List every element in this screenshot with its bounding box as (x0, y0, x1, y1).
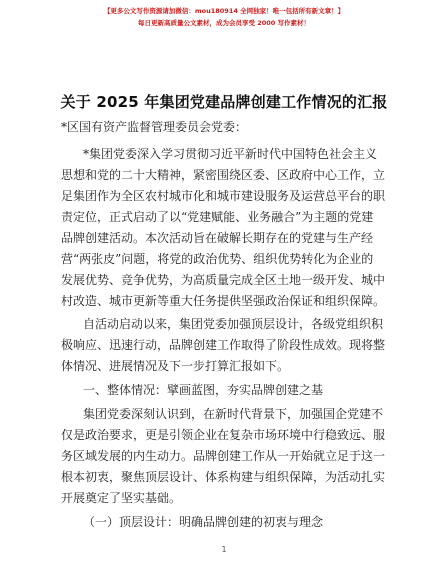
paragraph-line: 根本初衷，聚焦顶层设计、体系构建与组织保障，为活动扎实 (61, 470, 386, 484)
section-heading: 一、整体情况：擘画蓝图，夯实品牌创建之基 (83, 383, 324, 397)
addressee-line: *区国有资产监督管理委员会党委： (61, 120, 248, 134)
promo-banner-line-2: 每日更新高质量公文素材，成为会员享受 2000 写作素材！ (137, 19, 311, 27)
paragraph-line: 自活动启动以来，集团党委加强顶层设计，各级党组织积 (83, 317, 384, 331)
paragraph-line: *集团党委深入学习贯彻习近平新时代中国特色社会主义 (83, 147, 378, 161)
paragraph-line: 村改造、城市更新等重大任务提供坚强政治保证和组织保障。 (61, 294, 386, 308)
subsection-heading: （一）顶层设计：明确品牌创建的初衷与理念 (83, 515, 324, 529)
paragraph-line: 思想和党的二十大精神，紧密围绕区委、区政府中心工作，立 (61, 168, 386, 182)
promo-banner-line-1: 【更多公文写作资源请加微信：mou180914 全网独家！唯一包括所有新文章！】 (103, 7, 345, 15)
paragraph-line: 极响应、迅速行动，品牌创建工作取得了阶段性成效。现将整 (61, 338, 386, 352)
paragraph-line: 体情况、进展情况及下一步打算汇报如下。 (61, 359, 290, 373)
paragraph-line: 品牌创建活动。本次活动旨在破解长期存在的党建与生产经 (61, 231, 374, 245)
page-number: 1 (221, 545, 227, 554)
paragraph-line: 务区域发展的内生动力。品牌创建工作从一开始就立足于这一 (61, 449, 386, 463)
paragraph-line: 发展优势、竞争优势，为高质量完成全区土地一级开发、城中 (61, 273, 386, 287)
paragraph-line: 仅是政治要求，更是引领企业在复杂市场环境中行稳致远、服 (61, 428, 386, 442)
paragraph-line: 责定位，正式启动了以“党建赋能、业务融合”为主题的党建 (61, 210, 374, 224)
paragraph-line: 营“两张皮”问题，将党的政治优势、组织优势转化为企业的 (61, 252, 374, 266)
paragraph-line: 足集团作为全区农村城市化和城市建设服务及运营总平台的职 (61, 189, 386, 203)
paragraph-line: 开展奠定了坚实基础。 (61, 491, 182, 505)
paragraph-line: 集团党委深刻认识到，在新时代背景下，加强国企党建不 (83, 407, 384, 421)
document-title: 关于 2025 年集团党建品牌创建工作情况的汇报 (60, 93, 388, 111)
